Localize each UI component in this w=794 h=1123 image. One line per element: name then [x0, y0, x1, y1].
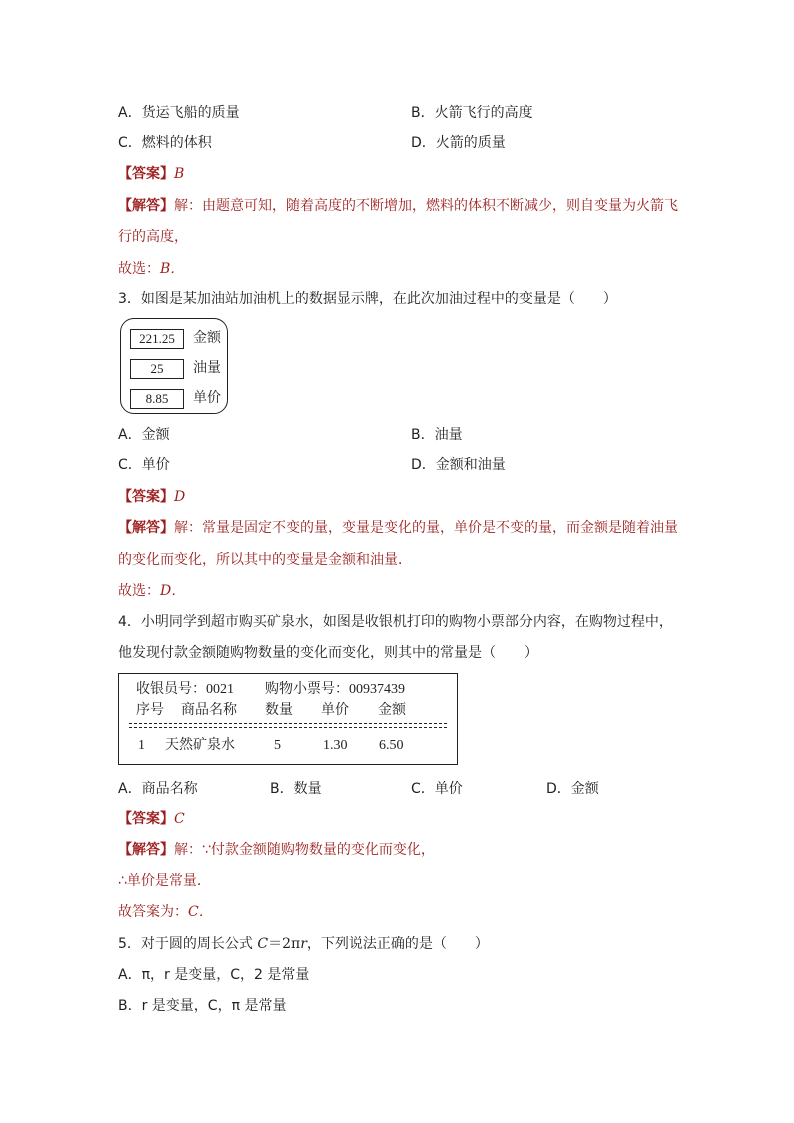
q3-option-d: D．金额和油量 — [411, 457, 506, 473]
receipt-row-index: 1 — [138, 738, 145, 753]
shopping-receipt — [118, 673, 458, 765]
answer-tag: 【答案】 — [118, 489, 174, 505]
q4-answer — [118, 809, 185, 829]
explain-text: 解：∵付款金额随购物数量的变化而变化， — [174, 842, 435, 858]
q2-option-d: D．火箭的质量 — [411, 135, 506, 151]
receipt-header-name: 商品名称 — [181, 703, 237, 718]
q4-explain-line-2: ∴单价是常量． — [118, 873, 211, 889]
choose-value: B． — [160, 261, 185, 277]
price-label: 单价 — [193, 390, 221, 406]
q3-choose — [118, 581, 185, 601]
answer-tag: 【答案】 — [118, 166, 174, 182]
choose-value: C． — [188, 904, 213, 920]
q2-answer — [118, 164, 184, 184]
formula-r: r — [300, 936, 307, 952]
q3-question: 3．如图是某加油站加油机上的数据显示牌，在此次加油过程中的变量是（ ） — [118, 291, 617, 307]
q2-explain-line-2: 行的高度， — [118, 229, 188, 245]
q3-option-c: C．单价 — [118, 457, 170, 473]
explain-tag: 【解答】 — [118, 520, 174, 536]
formula-equals: ＝2π — [268, 936, 301, 952]
q5-option-b: B．r 是变量，C，π 是常量 — [118, 998, 287, 1014]
q2-option-b: B．火箭飞行的高度 — [411, 105, 533, 121]
receipt-row-quantity: 5 — [274, 738, 281, 753]
receipt-row-amount: 6.50 — [379, 738, 404, 753]
q3-option-a: A．金额 — [118, 427, 170, 443]
choose-label: 故选： — [118, 583, 160, 599]
volume-label: 油量 — [193, 360, 221, 376]
q4-option-d: D．金额 — [546, 781, 599, 797]
q5-question — [118, 934, 489, 954]
receipt-header-index: 序号 — [136, 703, 164, 718]
q4-explain-line-1 — [118, 840, 435, 860]
explain-tag: 【解答】 — [118, 842, 174, 858]
answer-value: D — [174, 489, 186, 505]
price-value-box: 8.85 — [130, 389, 184, 409]
q4-option-c: C．单价 — [411, 781, 463, 797]
amount-label: 金额 — [193, 330, 221, 346]
receipt-header-price: 单价 — [321, 703, 349, 718]
choose-value: D． — [160, 583, 186, 599]
q3-explain-line-2: 的变化而变化，所以其中的变量是金额和油量． — [118, 552, 412, 568]
receipt-cashier: 收银员号：0021 — [136, 682, 234, 697]
q2-option-c: C．燃料的体积 — [118, 135, 212, 151]
q5-option-a: A．π，r 是变量，C，2 是常量 — [118, 967, 310, 983]
explain-tag: 【解答】 — [118, 198, 174, 214]
q4-option-b: B．数量 — [270, 781, 322, 797]
receipt-header-quantity: 数量 — [265, 703, 293, 718]
q2-explain-line-1 — [118, 196, 678, 216]
q3-option-b: B．油量 — [411, 427, 463, 443]
receipt-divider — [129, 723, 447, 724]
formula-c: C — [257, 936, 269, 952]
amount-value-box: 221.25 — [130, 329, 184, 349]
choose-label: 故答案为： — [118, 904, 188, 920]
answer-tag: 【答案】 — [118, 811, 174, 827]
q2-choose — [118, 259, 184, 279]
explain-text: 解：由题意可知，随着高度的不断增加，燃料的体积不断减少，则自变量为火箭飞 — [174, 198, 678, 214]
q4-choose — [118, 902, 213, 922]
q4-option-a: A．商品名称 — [118, 781, 198, 797]
q4-question-line-1: 4．小明同学到超市购买矿泉水，如图是收银机打印的购物小票部分内容，在购物过程中， — [118, 614, 673, 630]
answer-value: C — [174, 811, 185, 827]
question-suffix: ，下列说法正确的是（ ） — [306, 936, 489, 952]
q4-question-line-2: 他发现付款金额随购物数量的变化而变化，则其中的常量是（ ） — [118, 645, 538, 661]
question-prefix: 5．对于圆的周长公式 — [118, 936, 258, 952]
explain-text: 解：常量是固定不变的量，变量是变化的量，单价是不变的量，而金额是随着油量 — [174, 520, 678, 536]
q2-option-a: A．货运飞船的质量 — [118, 105, 240, 121]
fuel-pump-display — [120, 318, 228, 414]
receipt-header-amount: 金额 — [378, 703, 406, 718]
choose-label: 故选： — [118, 261, 160, 277]
q3-answer — [118, 487, 185, 507]
answer-value: B — [174, 166, 185, 182]
receipt-row-price: 1.30 — [323, 738, 348, 753]
receipt-ticket-number: 购物小票号：00937439 — [265, 682, 405, 697]
q3-explain-line-1 — [118, 518, 678, 538]
receipt-divider — [129, 727, 447, 728]
receipt-row-name: 天然矿泉水 — [165, 738, 235, 753]
volume-value-box: 25 — [130, 359, 184, 379]
